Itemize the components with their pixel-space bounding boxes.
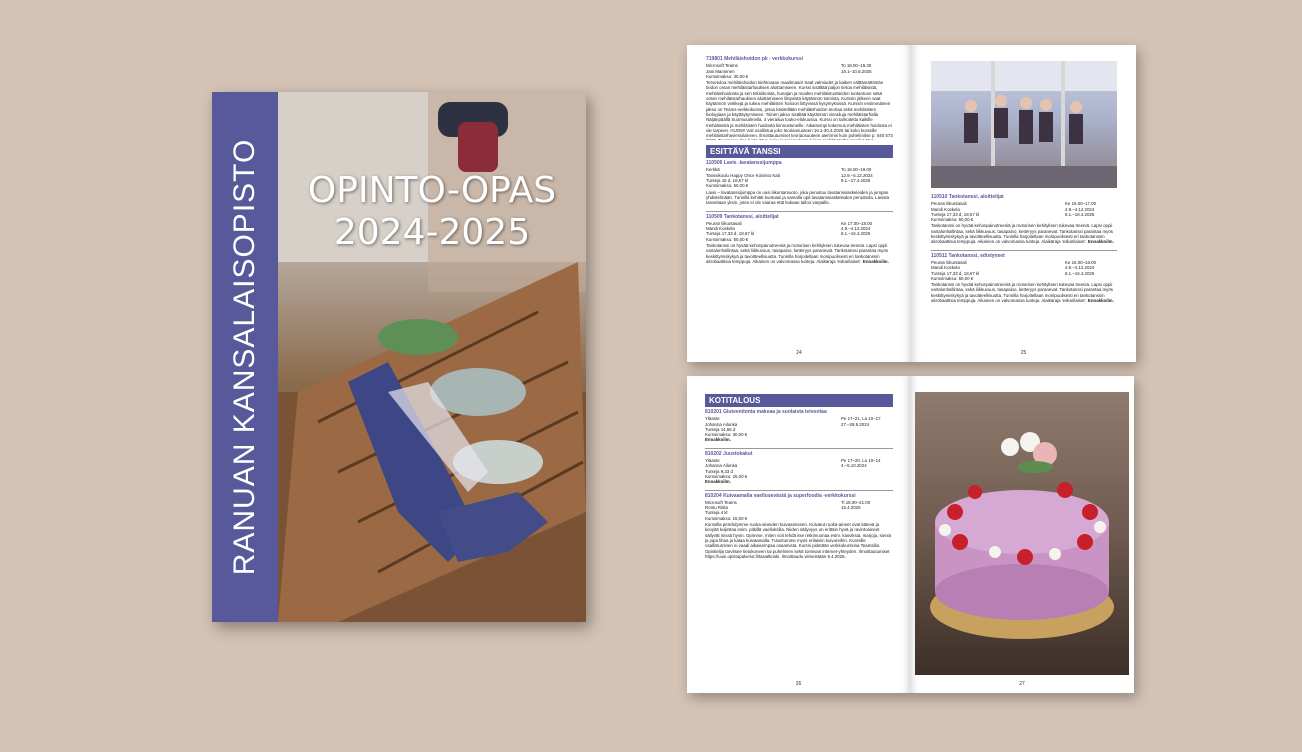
info-right	[841, 183, 893, 188]
info-right	[1065, 217, 1117, 222]
course-110506	[706, 161, 893, 205]
course-title: 110510 Tankotanssi, aloittelijat	[931, 194, 1004, 200]
course-description: Lavis – lavatanssijumppa on uusi liikuntamuoto, joka perustuu lavatanssiaskeleiden ja jumpan yhdistelmään. Tunnilla kehität kuntoasi ja samalla opit lavatanssiaskeleiden perusteita. Lavista tanssitaan yksin, joten ei ole vaaraa että kukaan talloo varpaille.	[706, 189, 890, 206]
info-left: Microsoft Teams	[706, 63, 738, 69]
info-right: 15.4.2025	[841, 505, 861, 511]
registration-note: Ennakkoilm.	[705, 479, 731, 485]
info-right	[841, 516, 893, 521]
course-810201	[705, 410, 893, 443]
info-left: Mandi Koskela	[931, 206, 960, 212]
info-right: Ke 16.00–17.00	[1065, 201, 1097, 207]
page-25	[911, 45, 1136, 362]
divider	[706, 211, 893, 212]
info-left: Kurssimaksu: 30,00 €	[705, 432, 748, 438]
info-left: Yläaste	[705, 458, 720, 464]
course-title: 810201 Gluteenitonta makeaa ja suolaista leivontaa	[705, 409, 827, 415]
info-right	[1065, 276, 1117, 281]
info-left: Tanssikoulu Happy Once Koivisto Kati	[706, 172, 780, 178]
page-number: 25	[1020, 350, 1027, 356]
booklet-cover	[212, 92, 586, 622]
info-left: Kurssimaksu: 50,00 €	[706, 183, 749, 189]
info-right: 4.9.–4.12.2024	[1065, 206, 1095, 212]
course-110510	[931, 195, 1117, 245]
description-text: Tankotanssi on hyvää kehonpainotreeniä ja motorisen kehityksen tukevaa treeniä. Lapsi oppii vartalonhallintaa, sekä liikkuvuus, tasapaino, ketteryys paranevat. Tankotanssi parantaa myös keskittymiskykyä ja tavoitteellisuutta. Tunnilla harjoitellaan monipuolisesti eri tankotanssin akrobaattisia temppuja. Aikainen on valvomassa tunteja. Alaikäraja 'eskarilaiset'.	[931, 223, 1113, 245]
info-right: To 18.00–19.00	[841, 167, 872, 173]
photo-cheesecake	[915, 392, 1129, 675]
info-right: 8.1.–16.4.2025	[1065, 270, 1095, 276]
info-left: Kurssimaksu: 15,00 €	[705, 515, 748, 521]
registration-note: Ennakkoilm.	[1087, 239, 1114, 245]
cake-illustration	[915, 392, 1129, 675]
info-right: Ke 17.00–18.00	[841, 220, 873, 226]
course-description	[931, 223, 1117, 244]
info-left: Tunteja 14,66 d	[705, 426, 736, 432]
info-left: Tunteja 17,33 d, 18,67 kl	[706, 231, 755, 237]
info-right: Pe 17–21, La 10–17	[841, 416, 881, 422]
info-left: Tunteja 4 kl	[705, 510, 728, 516]
divider	[931, 250, 1117, 251]
course-810204	[705, 494, 893, 560]
info-right: 12.9.–5.12.2024	[841, 172, 873, 178]
course-description: Tervetuloa mehiläishoidon kiehtovaan maailmaan! Saat valmiudet ja kaiken välttämättömän tiedon oman mehiläistarhauksen aloittamiseen. Kurssi sisältää paljon tietoa mehiläisistä, mehiläishoidosta ja sen tekniikoista, hunajan ja muiden mehiläistuotteiden tuotantoon sekä oman mehiläistarhauksen aloittamiseen liittyvistä käytännön toimista. Kurssin jälkeen saat käytännön vinkkejä ja tukea mehiläisten hoitoon liittyvissä kysymyksissä. Kurssin ensimmäinen jakso on Teams-verkkokurssi, jossa käsitellään mehiläishoidon teoriaa sekä mehiläisten biologiaan ja käyttäytymiseen. Toinen jakso sisältää käytännön vierailuja mehiläistarhalla Näljänpäällä Suomusalmella. 4 vierailua touko-elokuussa. Kurssi on tarkoitettu kaikille mehiläisistä ja mehiläisten hoidosta kiinnostuneille. Aikaisempi kokemus mehiläisten hoidosta ei ole tarpeen. HUOM! Voit osallistua joko teoriaosuuteen 16.1-30.4.2025 tai koko kurssille mehiläistarhavierailuineen. Ilmoittautumiset teoriaosuuteen aiemmin kuin puhelimitse p. 040 573	[706, 80, 893, 139]
info-left: Johanna Ailunka	[705, 421, 738, 427]
cover-title-line1: OPINTO-OPAS	[307, 170, 557, 211]
description-text: Tankotanssi on hyvää kehonpainotreeniä ja motorisen kehityksen tukevaa treeniä. Lapsi oppii vartalonhallintaa, sekä liikkuvuus, tasapaino, ketteryys paranevat. Tankotanssi parantaa myös keskittymiskykyä ja tavoitteellisuutta. Tunnilla harjoitellaan monipuolisesti eri tankotanssin akrobaattisia temppuja. Aikainen on valvomassa tunteja. Alaikäraja 'eskarilaiset'.	[931, 282, 1113, 304]
course-info-row	[705, 432, 893, 437]
description-text: Tankotanssi on hyvää kehonpainotreeniä ja motorisen kehityksen tukevaa treeniä. Lapsi oppii vartalonhallintaa, sekä liikkuvuus, tasapaino, ketteryys paranevat. Tankotanssi parantaa myös keskittymiskykyä ja tavoitteellisuutta. Tunnilla harjoitellaan monipuolisesti eri tankotanssin akrobaattisia temppuja. Aikainen on valvomassa tunteja. Alaikäraja 'eskarilaiset'.	[706, 243, 888, 264]
spine-title: RANUAN KANSALAISOPISTO	[228, 138, 261, 576]
page-number: 26	[795, 681, 802, 687]
info-right: 4.9.–4.12.2024	[841, 226, 871, 232]
info-left: Kurssimaksu: 50,00 €	[931, 275, 974, 281]
info-right: To 18.00–19.30	[841, 63, 872, 69]
info-right: Ti 18.00–21.00	[841, 499, 871, 505]
course-title: 719801 Mehiläishoidon pk - verkkokurssi	[706, 56, 803, 62]
course-719801	[706, 57, 893, 140]
course-info-row	[706, 183, 893, 188]
info-left: Yläaste	[705, 416, 720, 422]
spread-pages-26-27	[687, 376, 1134, 693]
dancers-illustration	[931, 61, 1117, 188]
course-info-row	[931, 217, 1117, 222]
page-26	[687, 376, 910, 693]
section-header: ESITTÄVÄ TANSSI	[706, 145, 893, 158]
info-left: Kurssimaksu: 30,00 €	[706, 73, 749, 79]
info-right	[841, 74, 893, 79]
course-info-row	[706, 237, 893, 242]
page-27	[910, 376, 1134, 693]
registration-note: Ennakkoilm.	[1087, 298, 1114, 304]
course-description: Kurssilla perehdymme ruoka-aineiden kuivaamiseen. Kuivatut ruoka-aineet ovat kätevä ja kevyitä kuljettaa esim. pitkillä vaelluksilla. Niiden säilyvyys on erittäin hyvä ja ravintoaineet säilyvät niissä hyvin. Opimme, miten voit tehdä itse retkimuonaa esim. kasviksia, marjoja, sieniä ja jopa lihaa ja kalaa kuivaamalla. Tutustumme myös erilaisiin kuivureihin. Kurssille osallistuminen ei vaadi aikaisempaa osaamista. Kurssi pidetään verkkokurssina Teamsilla. Opiskelija tarvitsee tietokoneen tai puhelimen sekä toimivan internet-yhteyden. Ilmoittautumiset https://uusi.opistopalvelut.fi/taivalkoski. Ilmoittaudu viimeistään 9.4.2025.	[705, 522, 891, 559]
info-left: Peuran liikuntasali	[931, 201, 967, 207]
info-left: Microsoft Teams	[705, 499, 737, 505]
info-left: Rontu Riitta	[705, 505, 728, 511]
divider	[705, 448, 893, 449]
info-left: Tunteja 9,33 d	[705, 468, 733, 474]
course-110509	[706, 215, 893, 265]
course-description	[931, 282, 1117, 303]
info-right	[841, 474, 893, 479]
info-right: Ke 15.00–16.00	[1065, 259, 1097, 265]
info-left: Tunteja 17,33 d, 18,67 kl	[931, 270, 980, 276]
info-left: Jani Manninen	[706, 68, 735, 74]
page-number: 24	[796, 350, 802, 356]
divider	[705, 490, 893, 491]
info-right: 9.1.–17.4.2025	[841, 178, 871, 184]
course-info-row	[706, 74, 893, 79]
section-header: KOTITALOUS	[705, 394, 893, 407]
info-left: Kerkkä	[706, 167, 720, 173]
course-title: 810202 Juustokakut	[705, 450, 753, 457]
info-right: 8.1.–16.4.2025	[841, 231, 871, 237]
info-left: Tunteja 17,33 d, 18,67 kl	[931, 211, 980, 217]
info-left: Johanna Ailunka	[705, 463, 738, 469]
info-left: Peuran liikuntasali	[706, 220, 742, 226]
course-description	[706, 243, 893, 264]
info-left: Kurssimaksu: 25,00 €	[705, 473, 748, 479]
info-right: Pe 17–20, La 10–14	[841, 458, 881, 464]
photo-pole-dancers	[931, 61, 1117, 188]
info-left: Kurssimaksu: 50,00 €	[931, 217, 974, 223]
course-810202	[705, 452, 893, 485]
cover-title-line2: 2024-2025	[333, 212, 531, 253]
page-number: 27	[1019, 681, 1025, 687]
info-right: 4.9.–4.12.2024	[1065, 265, 1095, 271]
registration-note: Ennakkoilm.	[862, 258, 889, 264]
info-right: 27.–28.9.2024	[841, 421, 870, 427]
info-right: 16.1–10.8.2025	[841, 68, 872, 74]
course-title: 110506 Lavis -lavatanssijumppa	[706, 160, 782, 167]
course-title: 110509 Tankotanssi, aloittelijat	[706, 213, 779, 220]
info-left: Kurssimaksu: 50,00 €	[706, 236, 749, 242]
page-24	[687, 45, 911, 362]
course-info-row	[705, 474, 893, 479]
info-left: Tunteja 16 d, 18,67 kl	[706, 178, 749, 184]
info-left: Mandi Koskela	[706, 226, 735, 232]
info-left: Peuran liikuntasali	[931, 259, 967, 265]
info-right: 4.–5.10.2024	[841, 463, 867, 469]
course-info-row	[931, 276, 1117, 281]
course-title: 110511 Tankotanssi, edistyneet	[931, 252, 1005, 259]
spread-pages-24-25	[687, 45, 1136, 362]
cover-spine	[212, 92, 278, 622]
course-title: 810204 Kuivaamalla vaellusevästä ja superfoodia -verkkokurssi	[705, 492, 856, 499]
info-right	[841, 432, 893, 437]
info-right: 8.1.–16.4.2025	[1065, 211, 1095, 217]
info-left: Mandi Koskela	[931, 265, 960, 271]
course-info-row	[705, 516, 893, 521]
registration-note: Ennakkoilm.	[705, 437, 731, 443]
course-110511	[931, 254, 1117, 304]
info-right	[841, 237, 893, 242]
